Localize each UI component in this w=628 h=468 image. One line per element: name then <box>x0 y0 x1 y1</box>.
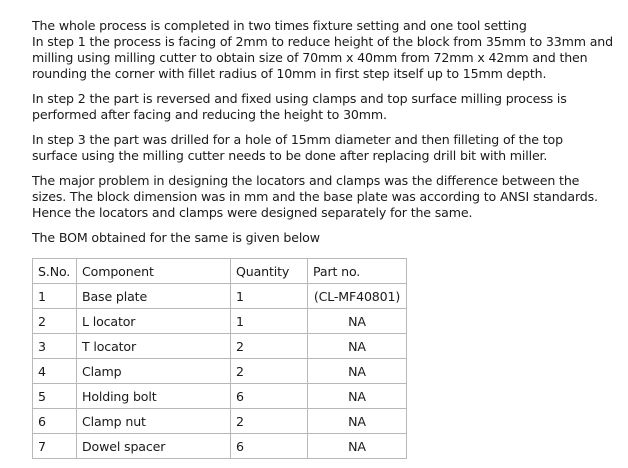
text-line: In step 3 the part was drilled for a hole of 15mm diameter and then filleting of the top <box>32 132 563 147</box>
table-row <box>33 334 407 359</box>
text-line: Hence the locators and clamps were designed separately for the same. <box>32 205 473 220</box>
text-line: The whole process is completed in two times fixture setting and one tool setting <box>32 18 527 33</box>
cell-sno: 3 <box>33 334 77 359</box>
table-row <box>33 309 407 334</box>
cell-sno: 2 <box>33 309 77 334</box>
cell-part-no: NA <box>308 334 407 359</box>
cell-component: Clamp nut <box>77 409 231 434</box>
header-component: Component <box>77 259 231 284</box>
cell-part-no: NA <box>308 434 407 459</box>
cell-component: Base plate <box>77 284 231 309</box>
text-line: performed after facing and reducing the height to 30mm. <box>32 107 387 122</box>
cell-quantity: 6 <box>231 434 308 459</box>
cell-component: T locator <box>77 334 231 359</box>
header-sno: S.No. <box>33 259 77 284</box>
cell-component: Dowel spacer <box>77 434 231 459</box>
text-line: surface using the milling cutter needs to be done after replacing drill bit with miller. <box>32 148 548 163</box>
header-quantity: Quantity <box>231 259 308 284</box>
paragraph-step-2 <box>32 91 612 123</box>
cell-sno: 5 <box>33 384 77 409</box>
cell-part-no: (CL-MF40801) <box>308 284 407 309</box>
cell-sno: 6 <box>33 409 77 434</box>
cell-quantity: 2 <box>231 409 308 434</box>
text-line: milling using milling cutter to obtain size of 70mm x 40mm from 72mm x 42mm and then <box>32 50 588 65</box>
cell-quantity: 2 <box>231 359 308 384</box>
cell-component: Holding bolt <box>77 384 231 409</box>
paragraph-process-overview <box>32 18 612 82</box>
cell-sno: 4 <box>33 359 77 384</box>
cell-component: L locator <box>77 309 231 334</box>
text-line: sizes. The block dimension was in mm and the base plate was according to ANSI standards. <box>32 189 598 204</box>
bom-intro-text: The BOM obtained for the same is given below <box>32 230 320 245</box>
cell-quantity: 1 <box>231 284 308 309</box>
table-row <box>33 434 407 459</box>
table-row <box>33 359 407 384</box>
cell-sno: 1 <box>33 284 77 309</box>
cell-part-no: NA <box>308 384 407 409</box>
bom-header-row <box>33 259 407 284</box>
table-row <box>33 409 407 434</box>
document-body <box>32 18 612 459</box>
paragraph-design-problem <box>32 173 612 221</box>
text-line: The major problem in designing the locators and clamps was the difference between the <box>32 173 580 188</box>
table-row <box>33 284 407 309</box>
cell-part-no: NA <box>308 309 407 334</box>
cell-sno: 7 <box>33 434 77 459</box>
cell-part-no: NA <box>308 409 407 434</box>
cell-quantity: 2 <box>231 334 308 359</box>
cell-component: Clamp <box>77 359 231 384</box>
text-line: In step 1 the process is facing of 2mm to reduce height of the block from 35mm to 33mm and <box>32 34 613 49</box>
cell-part-no: NA <box>308 359 407 384</box>
text-line: rounding the corner with fillet radius of 10mm in first step itself up to 15mm depth. <box>32 66 547 81</box>
text-line: In step 2 the part is reversed and fixed using clamps and top surface milling process is <box>32 91 567 106</box>
bom-table <box>32 258 407 459</box>
cell-quantity: 6 <box>231 384 308 409</box>
paragraph-step-3 <box>32 132 612 164</box>
header-part-no: Part no. <box>308 259 407 284</box>
table-row <box>33 384 407 409</box>
cell-quantity: 1 <box>231 309 308 334</box>
